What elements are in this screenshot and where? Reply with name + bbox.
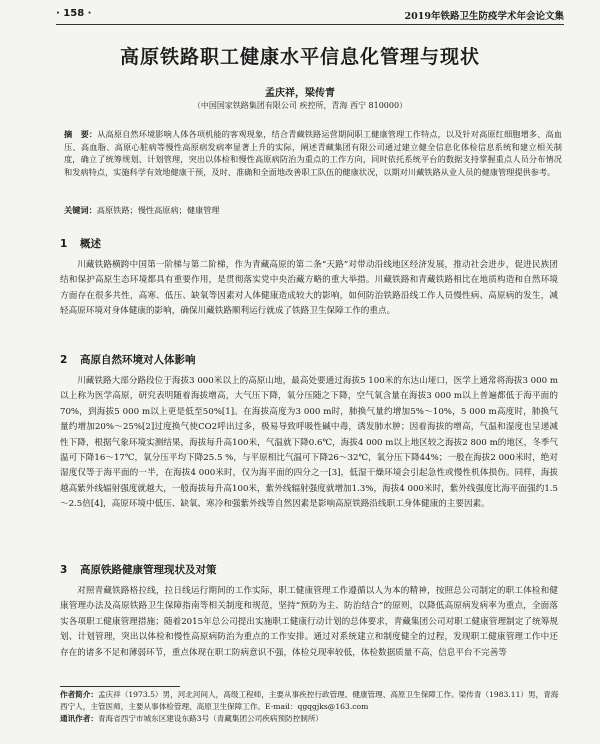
section-title: 高原自然环境对人体影响 <box>80 354 196 366</box>
paper-title: 高原铁路职工健康水平信息化管理与现状 <box>119 46 480 68</box>
section-heading-2 <box>60 352 196 367</box>
author-bio-label: 作者简介： <box>60 690 98 699</box>
affiliation: （中国国家铁路集团有限公司 疾控所，青海 西宁 810000） <box>192 101 408 110</box>
section-number: 1 <box>60 238 68 250</box>
journal-name: 2019年铁路卫生防疫学术年会论文集 <box>404 11 564 22</box>
contact-text: 青海省西宁市城东区建设东路3号（青藏集团公司疾病预防控制所） <box>97 714 324 723</box>
author-bio-text: 孟庆祥（1973.5）男，河北河间人，高级工程师，主要从事疾控行政管理、健康管理、高原卫生保障工作。梁传青（1983.11）男，青海西宁人，主管医师，主要从事体检管理、高原卫生保障工作。E-mail：qgqgjks@163.com <box>60 690 559 711</box>
section-title: 高原铁路健康管理现状及对策 <box>80 564 217 576</box>
section-heading-1 <box>60 236 101 251</box>
section-number: 3 <box>60 564 68 576</box>
section-heading-3 <box>60 562 217 577</box>
keywords <box>64 205 562 216</box>
contact-address <box>60 713 560 725</box>
abstract-label: 摘 要： <box>64 129 98 139</box>
abstract-text: 从高原自然环境影响人体各项机能的客观现象，结合青藏铁路运营期间职工健康管理工作特点，以及针对高原红细胞增多、高血压、高血脂、高原心脏病等慢性高原病发病率显著上升的实际，阐述青藏集团有限公司通过建立健全信息化体检信息系统和建立相关制度，确立了统筹规划、计划管理，突出以体检和慢性高原病防治为重点的工作方向，同时依托系统平台的数据支持掌握重点人员分布情况和发病特点，实施科学有效地健康干预，及时、准确和全面地改善职工队伍的健康状况，以期对川藏铁路从业人员的健康管理提供参考。 <box>64 129 562 177</box>
keywords-text: 高原铁路；慢性高原病；健康管理 <box>96 205 220 215</box>
footnote <box>60 689 560 725</box>
page-number: · 158 · <box>56 8 92 19</box>
section-title: 概述 <box>80 238 101 250</box>
running-header <box>56 8 564 25</box>
footnote-rule <box>60 686 180 687</box>
abstract <box>64 128 562 178</box>
contact-label: 通讯作者： <box>60 714 98 723</box>
section-number: 2 <box>60 354 68 366</box>
authors: 孟庆祥，梁传青 <box>265 88 335 99</box>
section-1-paragraph: 川藏铁路横跨中国第一阶梯与第二阶梯，作为青藏高原的第二条“天路”对带动沿线地区经济发展，推动社会进步，促进民族团结和保护高原生态环境都具有重要作用，是贯彻落实党中央治藏方略的重大举措。川藏铁路和青藏铁路相比在地质构造和自然环境方面存在很多共性，高寒、低压、缺氧等因素对人体健康造成较大的影响，如何防治铁路沿线工作人员慢性病、高原病的发生，减轻高原环境对身体健康的影响，确保川藏铁路顺利运行就成了铁路卫生保障工作的重点。 <box>60 260 558 317</box>
keywords-label: 关键词： <box>64 205 97 215</box>
author-bio <box>60 689 560 713</box>
section-3-paragraph: 对照青藏铁路格拉线，拉日线运行期间的工作实际，职工健康管理工作遵循以人为本的精神，按照总公司制定的职工体检和健康管理办法及高原铁路卫生保障指南等相关制度和规范，坚持“预防为主、防治结合”的原则，以降低高原病发病率为重点，全面落实各项职工健康管理措施；随着2015年总公司提出实施职工健康行动计划的总体要求，青藏集团公司对职工健康管理制定了统筹规划、计划管理，突出以体检和慢性高原病防治为重点的工作安排。通过对系统建立和制度健全的过程，发现职工健康管理工作中还存在的诸多不足和薄弱环节，重点体现在职工防病意识不强，体检兑现率较低，体检数据质量不高，信息平台不完善等 <box>60 586 558 658</box>
section-2-paragraph: 川藏铁路大部分路段位于海拔3 000米以上的高原山地，最高处要通过海拔5 100米的东达山垭口，医学上通常将海拔3 000 m以上称为医学高原，研究表明随着海拔增高，大气压下降，氧分压随之下降，空气氧含量在海拔3 000 m以上普遍都低于海平面的70%，到海拔5 000 m以上更是低至50%[1]。在海拔高度为3 000 m时，肺换气量约增加5%～10%，5 000 m高度时，肺换气量约增加20%～25%[2]过度换气使CO2呼出过多，极易导致呼吸性碱中毒，诱发肺水肿；因着海拔的增高，气温和湿度也呈递减性下降，根据气象环境实测结果，海拔每升高100米，气温就下降0.6℃，海拔4 000 m以上地区较之海拔2 800 m的地区，冬季气温可下降16～17℃，氧分压平均下降25.5 %，与平原相比气温可下降26～32℃，氧分压下降44%；一般在海拔2 000米时，绝对湿度仅等于海平面的一半，在海拔4 000米时，仅为海平面的四分之一[3]，低湿干燥环境会引起急性或慢性机体损伤。同样，海拔越高紫外线辐射强度就越大，一般海拔每升高100米，紫外线辐射强度就增加1.3%，海拔4 000米时，紫外线强度比海平面强约1.5～2.5倍[4]，高原环境中低压、缺氧、寒冷和强紫外线等自然因素是影响高原铁路沿线职工身体健康的主要因素。 <box>60 376 558 510</box>
